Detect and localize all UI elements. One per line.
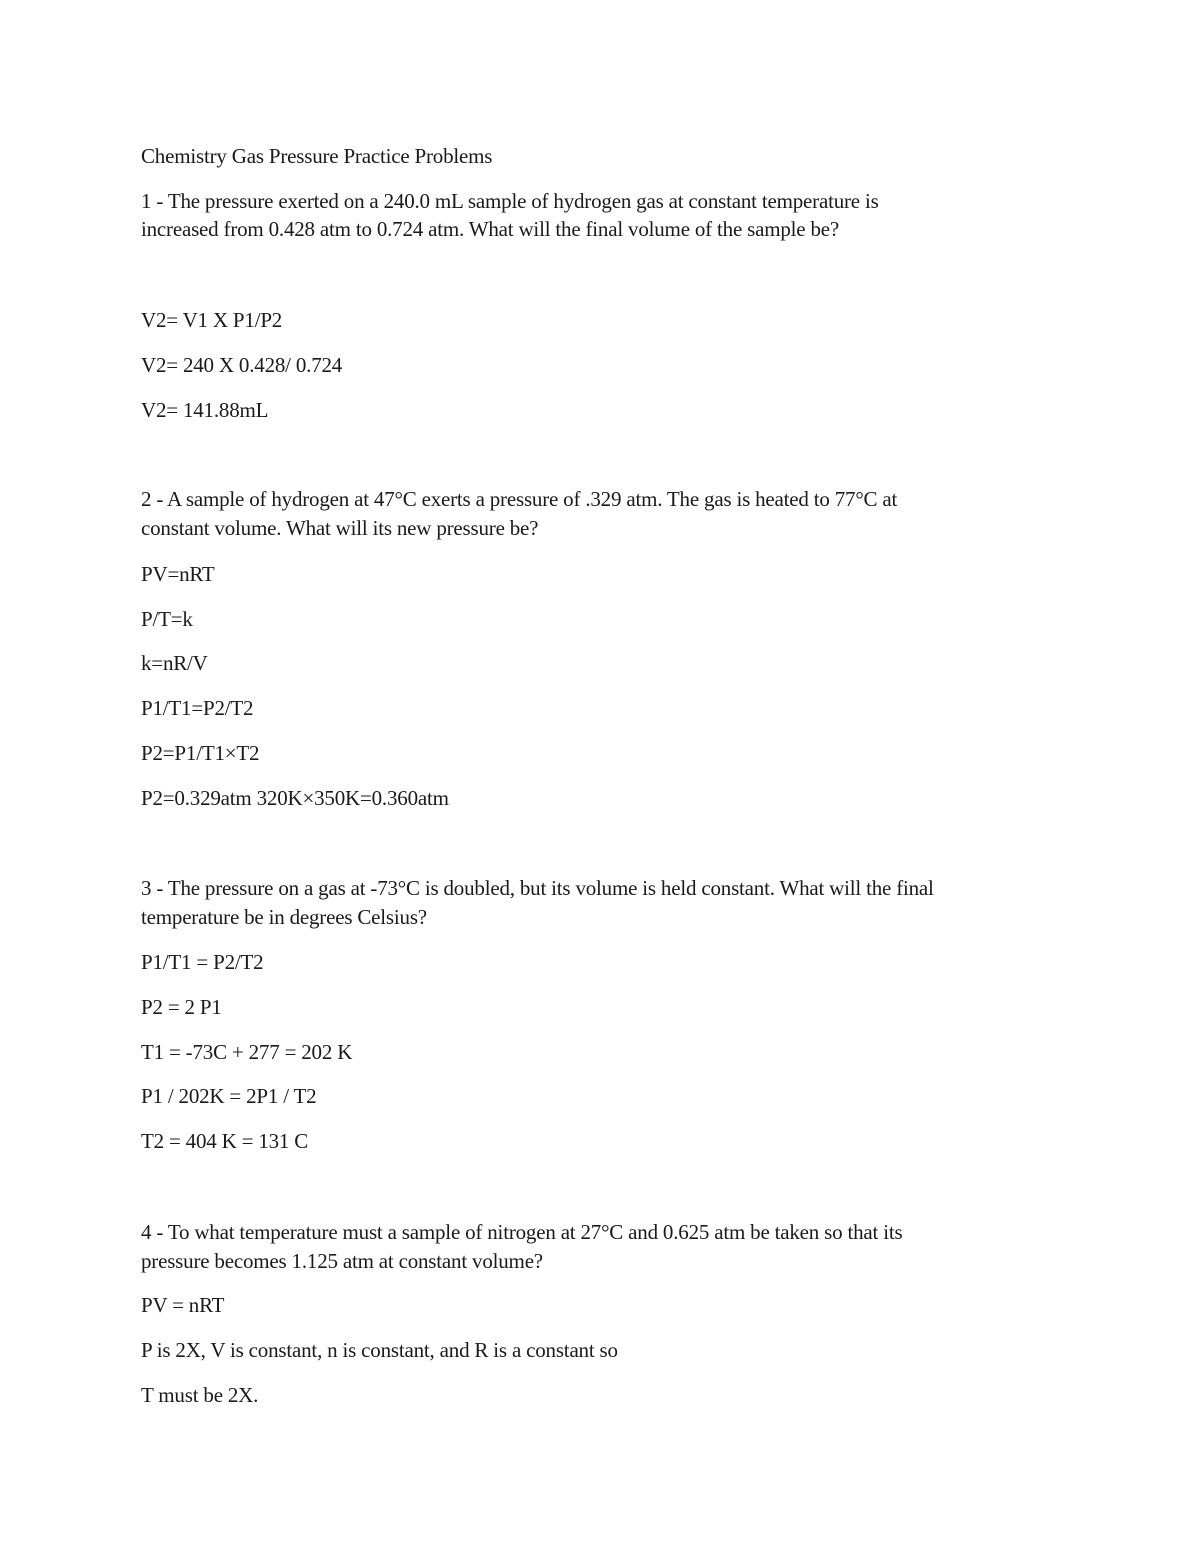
problem-3-work-line: P1 / 202K = 2P1 / T2	[141, 1084, 317, 1108]
problem-2-work-line: k=nR/V	[141, 651, 208, 675]
problem-1-question-line-2: increased from 0.428 atm to 0.724 atm. What will the final volume of the sample be?	[141, 217, 839, 241]
problem-4-work-line: T must be 2X.	[141, 1383, 259, 1407]
problem-2-work-line: P2=P1/T1×T2	[141, 741, 260, 765]
problem-2-work-line: P2=0.329atm 320K×350K=0.360atm	[141, 786, 449, 810]
problem-2-question-line-1: 2 - A sample of hydrogen at 47°C exerts a pressure of .329 atm. The gas is heated to 77°C at	[141, 487, 898, 511]
problem-2-work-line: P1/T1=P2/T2	[141, 696, 254, 720]
page-title: Chemistry Gas Pressure Practice Problems	[141, 144, 493, 168]
problem-1-work-line: V2= 240 X 0.428/ 0.724	[141, 353, 343, 377]
problem-1-work-line: V2= V1 X P1/P2	[141, 308, 283, 332]
problem-1-question-line-1: 1 - The pressure exerted on a 240.0 mL sample of hydrogen gas at constant temperature is	[141, 189, 879, 213]
problem-4-question-line-1: 4 - To what temperature must a sample of nitrogen at 27°C and 0.625 atm be taken so that its	[141, 1220, 903, 1244]
problem-4-work-line: P is 2X, V is constant, n is constant, and R is a constant so	[141, 1338, 618, 1362]
problem-2-work-line: P/T=k	[141, 607, 193, 631]
problem-3-work-line: T2 = 404 K = 131 C	[141, 1129, 309, 1153]
problem-3-work-line: T1 = -73C + 277 = 202 K	[141, 1040, 353, 1064]
problem-3-work-line: P1/T1 = P2/T2	[141, 950, 264, 974]
problem-4-work-line: PV = nRT	[141, 1293, 225, 1317]
problem-2-question-line-2: constant volume. What will its new pressure be?	[141, 516, 539, 540]
problem-3-question-line-2: temperature be in degrees Celsius?	[141, 905, 427, 929]
problem-1-work-line: V2= 141.88mL	[141, 398, 269, 422]
problem-2-work-line: PV=nRT	[141, 562, 215, 586]
problem-4-question-line-2: pressure becomes 1.125 atm at constant volume?	[141, 1249, 543, 1273]
problem-3-question-line-1: 3 - The pressure on a gas at -73°C is doubled, but its volume is held constant. What will the final	[141, 876, 934, 900]
problem-3-work-line: P2 = 2 P1	[141, 995, 222, 1019]
